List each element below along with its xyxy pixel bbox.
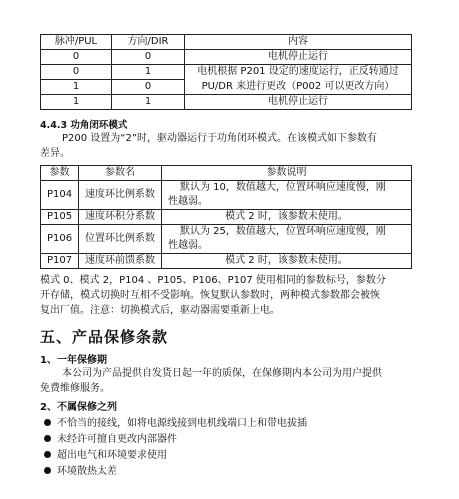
desc-line: 性越弱。 <box>168 240 208 251</box>
table-header-row <box>41 166 412 181</box>
subsection-paragraph-line: 本公司为产品提供自发货日起一年的质保，在保修期内本公司为用户提供 <box>62 368 382 379</box>
list-item <box>44 446 167 461</box>
notes-line: 复出厂值。注意：切换模式后，驱动器需要重新上电。 <box>40 305 280 316</box>
cell-param: P107 <box>41 254 79 269</box>
section-paragraph-line: P200 设置为“2”时，驱动器运行于功角闭环模式。在该模式如下参数有 <box>62 133 378 144</box>
cell-param-desc: 模式 2 时，该参数未使用。 <box>162 210 412 225</box>
cell-param-desc <box>162 181 412 210</box>
cell-content: 电机根据 P201 设定的速度运行，正反转通过 <box>185 65 412 80</box>
table-row <box>41 181 412 210</box>
cell-content: 电机停止运行 <box>185 50 412 65</box>
list-item <box>44 430 177 445</box>
table-row <box>41 50 412 65</box>
desc-line: 默认为 25，数值越大，位置环响应速度慢，刚 <box>180 226 386 237</box>
section-paragraph-line: 差异。 <box>40 148 70 159</box>
subsection-title: 2、不属保修之列 <box>40 402 117 413</box>
cell-param-name: 速度环比例系数 <box>79 181 162 210</box>
cell-pul: 1 <box>41 95 112 110</box>
header-pul: 脉冲/PUL <box>41 35 112 50</box>
pulse-direction-table <box>40 34 412 110</box>
notes-line: 开存储，模式切换时互相不受影响。恢复默认参数时，两种模式参数都会被恢 <box>40 290 380 301</box>
bullet-icon <box>44 419 51 426</box>
table-row <box>41 254 412 269</box>
table-row <box>41 210 412 225</box>
list-item-text: 超出电气和环境要求使用 <box>57 450 167 461</box>
header-param-name: 参数名 <box>79 166 162 181</box>
cell-content: PU/DR 来进行更改（P002 可以更改方向） <box>185 80 412 95</box>
chapter-title: 五、产品保修条款 <box>40 328 169 346</box>
cell-param: P106 <box>41 225 79 254</box>
cell-param: P105 <box>41 210 79 225</box>
header-content: 内容 <box>185 35 412 50</box>
cell-param: P104 <box>41 181 79 210</box>
subsection-paragraph-line: 免费维修服务。 <box>40 383 110 394</box>
table-row <box>41 80 412 95</box>
header-dir: 方向/DIR <box>112 35 185 50</box>
subsection-title: 1、一年保修期 <box>40 355 107 366</box>
cell-pul: 0 <box>41 65 112 80</box>
cell-param-name: 速度环前馈系数 <box>79 254 162 269</box>
cell-dir: 1 <box>112 95 185 110</box>
desc-line: 性越弱。 <box>168 196 208 207</box>
cell-param-desc: 模式 2 时，该参数未使用。 <box>162 254 412 269</box>
list-item-text: 未经许可擅自更改内部器件 <box>57 434 177 445</box>
list-item-text: 环境散热太差 <box>57 466 117 477</box>
cell-dir: 0 <box>112 80 185 95</box>
bullet-icon <box>44 435 51 442</box>
parameter-table <box>40 165 412 269</box>
header-param: 参数 <box>41 166 79 181</box>
bullet-icon <box>44 467 51 474</box>
cell-dir: 1 <box>112 65 185 80</box>
table-row <box>41 65 412 80</box>
header-param-desc: 参数说明 <box>162 166 412 181</box>
table-row <box>41 225 412 254</box>
cell-content: 电机停止运行 <box>185 95 412 110</box>
list-item <box>44 462 117 477</box>
cell-param-desc <box>162 225 412 254</box>
notes-line: 模式 0、模式 2，P104 、P105、P106、P107 使用相同的参数标号，参数分 <box>40 275 386 286</box>
table-header-row <box>41 35 412 50</box>
cell-dir: 0 <box>112 50 185 65</box>
cell-param-name: 速度环积分系数 <box>79 210 162 225</box>
desc-line: 默认为 10，数值越大，位置环响应速度慢，刚 <box>180 182 386 193</box>
bullet-icon <box>44 451 51 458</box>
list-item-text: 不恰当的接线，如将电源线接到电机线端口上和带电拔插 <box>57 418 307 429</box>
list-item <box>44 414 307 429</box>
cell-pul: 1 <box>41 80 112 95</box>
cell-param-name: 位置环比例系数 <box>79 225 162 254</box>
table-row <box>41 95 412 110</box>
cell-pul: 0 <box>41 50 112 65</box>
section-heading-4-4-3: 4.4.3 功角闭环模式 <box>40 120 128 131</box>
